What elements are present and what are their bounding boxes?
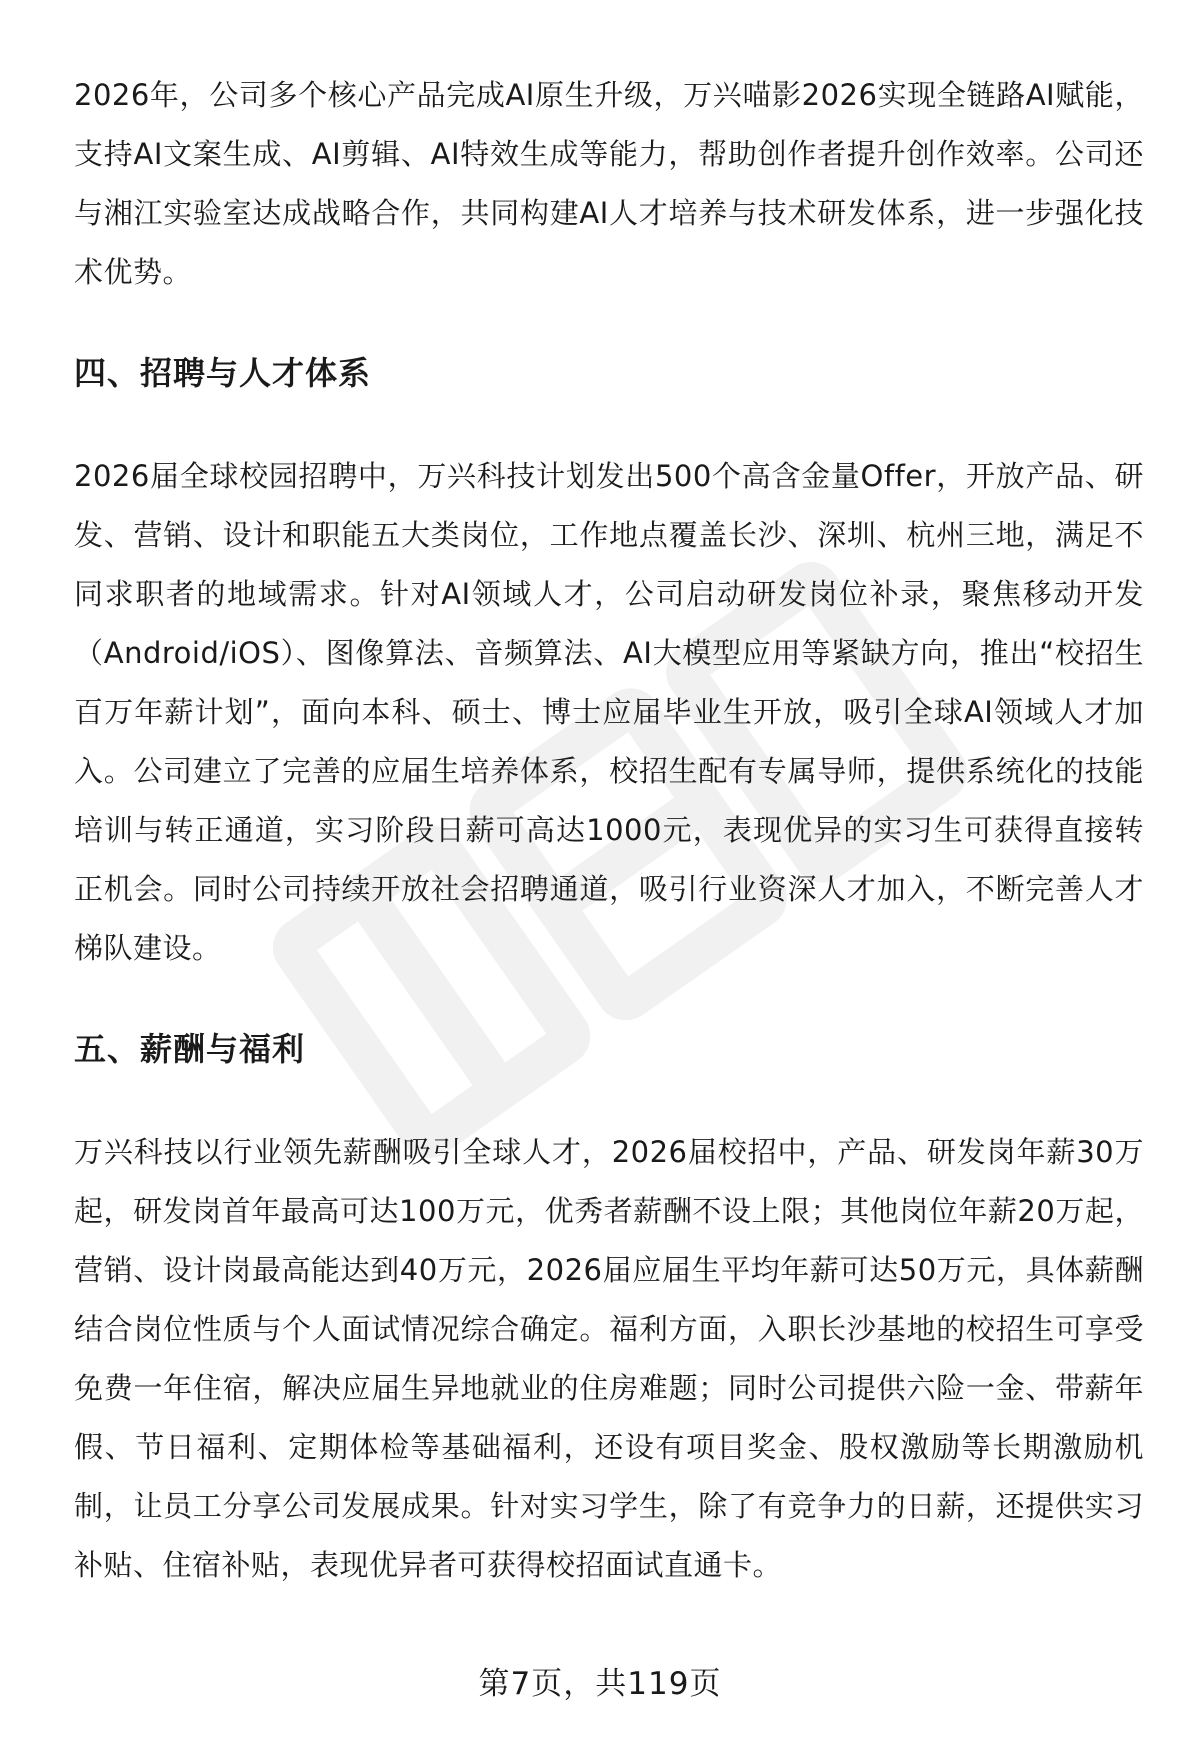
section-5-paragraph: 万兴科技以行业领先薪酬吸引全球人才，2026届校招中，产品、研发岗年薪30万起，研发岗首年最高可达100万元，优秀者薪酬不设上限；其他岗位年薪20万起，营销、设计岗最高能达到40万元，2026届应届生平均年薪可达50万元，具体薪酬结合岗位性质与个人面试情况综合确定。福利方面，入职长沙基地的校招生可享受免费一年住宿，解决应届生异地就业的住房难题；同时公司提供六险一金、带薪年假、节日福利、定期体检等基础福利，还设有项目奖金、股权激励等长期激励机制，让员工分享公司发展成果。针对实习学生，除了有竞争力的日薪，还提供实习补贴、住宿补贴，表现优异者可获得校招面试直通卡。 xyxy=(74,1135,1144,1582)
section-4-heading: 四、招聘与人才体系 xyxy=(74,354,372,392)
document-body xyxy=(74,66,1144,1595)
section-4-paragraph: 2026届全球校园招聘中，万兴科技计划发出500个高含金量Offer，开放产品、研发、营销、设计和职能五大类岗位，工作地点覆盖长沙、深圳、杭州三地，满足不同求职者的地域需求。针对AI领域人才，公司启动研发岗位补录，聚焦移动开发（Android/iOS）、图像算法、音频算法、AI大模型应用等紧缺方向，推出“校招生百万年薪计划”，面向本科、硕士、博士应届毕业生开放，吸引全球AI领域人才加入。公司建立了完善的应届生培养体系，校招生配有专属导师，提供系统化的技能培训与转正通道，实习阶段日薪可高达1000元，表现优异的实习生可获得直接转正机会。同时公司持续开放社会招聘通道，吸引行业资深人才加入，不断完善人才梯队建设。 xyxy=(74,459,1144,965)
page-number: 第7页，共119页 xyxy=(478,1666,722,1702)
section-5-heading: 五、薪酬与福利 xyxy=(74,1030,306,1068)
intro-paragraph: 2026年，公司多个核心产品完成AI原生升级，万兴喵影2026实现全链路AI赋能，支持AI文案生成、AI剪辑、AI特效生成等能力，帮助创作者提升创作效率。公司还与湘江实验室达成战略合作，共同构建AI人才培养与技术研发体系，进一步强化技术优势。 xyxy=(74,78,1144,289)
